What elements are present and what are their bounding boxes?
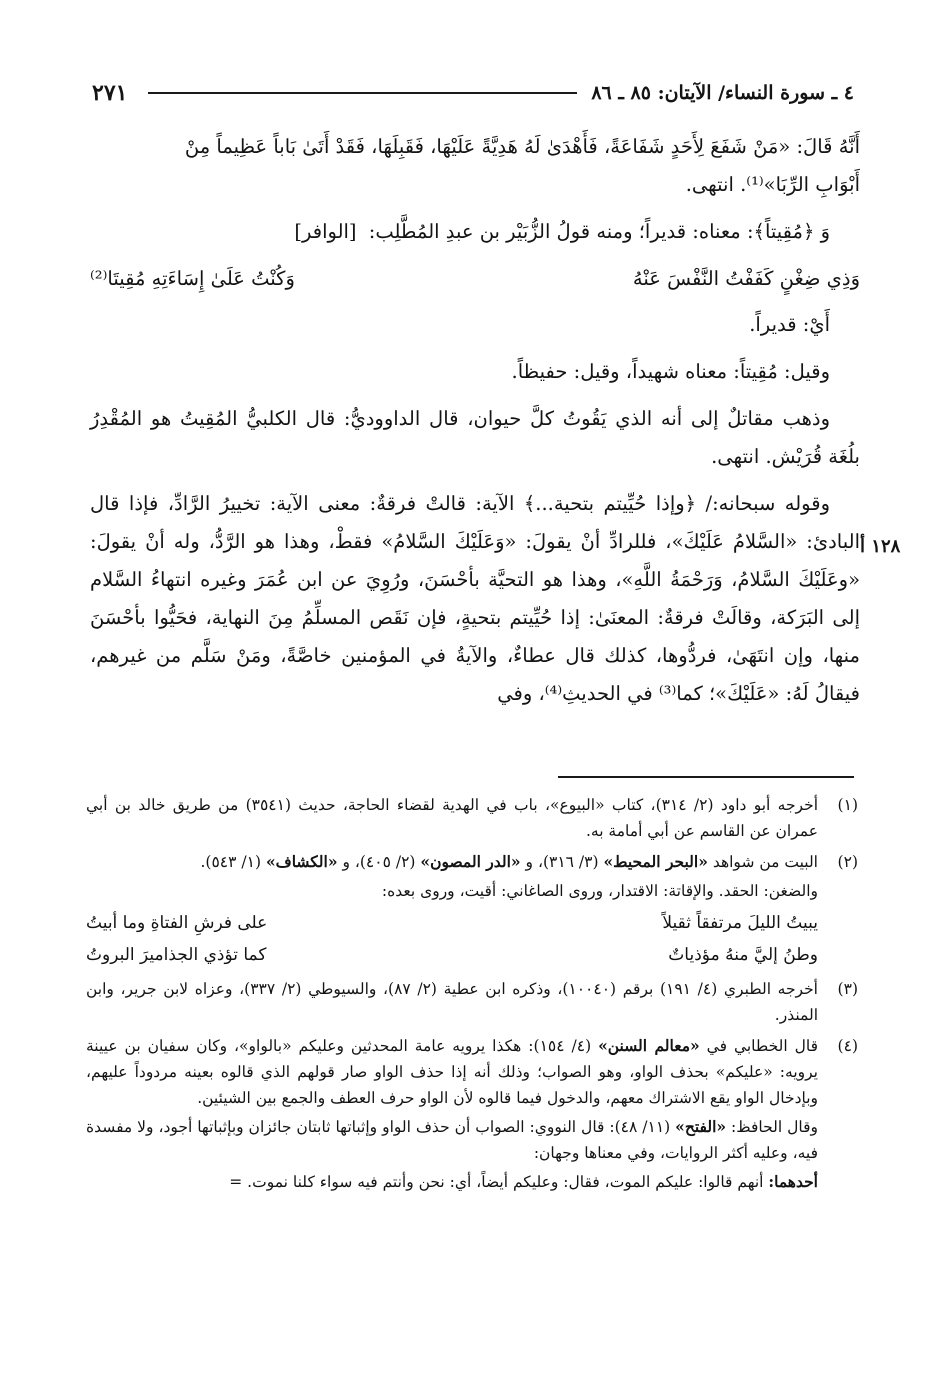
poem-verse (90, 260, 860, 298)
paragraph-muqit-text: وَ ﴿مُقِيتاً﴾: معناه: قديراً؛ ومنه قولُ الزُّبَيْر بن عبدِ المُطَّلِب: (368, 220, 830, 243)
fn2-prefix: البيت من شواهد (707, 853, 818, 871)
verse-hemistich-first: يبيتُ الليلَ مرتفقاً ثقيلاً (662, 913, 818, 933)
fn4-p3-lead: أحدهما: (768, 1172, 818, 1191)
footnote-number: (٢) (837, 853, 858, 871)
page-number: ٢٧١ (92, 80, 128, 106)
fn4-prefix: قال الخطابي في (699, 1037, 818, 1055)
verse-hemistich-second: وَكُنْتُ عَلَىٰ إِسَاءَتِهِ مُقِيتَا⁽²⁾ (90, 267, 295, 290)
source-title: «معالم السنن» (598, 1036, 700, 1055)
paragraph-tahiyya: وقوله سبحانه:/ ﴿وإذا حُيِّيتم بتحية...﴾ الآية: قالتْ فرقةٌ: معنى الآية: تخييرُ الرَّادِّ، فإذا قال البادئ: «السَّلامُ عَلَيْكَ»، فللرادِّ أنْ يقولَ: «وَعَلَيْكَ السَّلامُ» فقطْ، وهذا هو الرَّدُّ، وله أنْ يقولَ: «وعَلَيْكَ السَّلامُ، وَرَحْمَةُ اللَّهِ»، وهذا هو التحيَّة بأحْسَنَ، ورُوِيَ عن ابن عُمَرَ وغيره انتهاءُ السَّلام إلى البَرَكة، وقالَتْ فرقةٌ: المعنَىٰ: إذا حُيِّيتم بتحيةٍ، فإن نَقَص المسلِّمُ مِنَ النهاية، فحَيُّوا بأحْسَنَ منها، وإن انتَهَىٰ، فردُّوها، كذلك قال عطاءٌ، والآيةُ في المؤمنين خاصَّةً، ومَنْ سَلَّم من غيرهم، فيقالُ لَهُ: «عَلَيْكَ»؛ كما⁽³⁾ في الحديثِ⁽⁴⁾، وفي (90, 492, 860, 705)
footnote-3 (86, 976, 858, 1028)
fn4-p3-text: أنهم قالوا: عليكم الموت، فقال: وعليكم أيضاً، أي: نحن وأنتم فيه سواء كلنا نموت. = (229, 1173, 769, 1191)
source-title: «الكشاف» (265, 852, 338, 871)
footnote-body (86, 849, 818, 971)
source-title: «الدر المصون» (420, 852, 521, 871)
footnote-number: (٤) (837, 1037, 858, 1055)
poetic-meter: [الوافر] (294, 220, 357, 243)
verse-hemistich-second: على فرشِ الفتاةِ وما أبيتُ (86, 913, 268, 933)
footnote-body: أخرجه الطبري (٤/ ١٩١) برقم (١٠٠٤٠)، وذكره ابن عطية (٢/ ٨٧)، والسيوطي (٢/ ٣٣٧)، وعزاه لابن جرير، وابن المنذر. (86, 980, 818, 1024)
footnote-4-first-view (86, 1169, 818, 1195)
footnote-4-khattabi (86, 1033, 818, 1111)
footnote-verse-1 (86, 907, 818, 939)
footnote-2-gloss: والضغن: الحقد. والإقاتة: الاقتدار، وروى الصاغاني: أقيت، وروى بعده: (381, 882, 818, 900)
paragraph-hadith (90, 128, 860, 204)
paragraph-qadiran: أَيْ: قديراً. (749, 313, 830, 336)
chapter-title: ٤ ـ سورة النساء/ الآيتان: ٨٥ ـ ٨٦ (591, 82, 854, 104)
paragraph-muqit (90, 213, 860, 251)
fn4-text: (٤/ ١٥٤): هكذا يرويه عامة المحدثين وعليكم «بالواو»، وكان سفيان بن عيينة يرويه: «عليكم» بحذف الواو، وهو الصواب؛ وذلك أنه إذا حذف الواو صار قولهم الذي قالوه بعينه مردوداً عليهم، وبإدخال الواو يقع الاشتراك معهم، والدخول فيما قالوه لأن الواو حرف العطف والجمع بين الشيئين. (86, 1037, 818, 1107)
verse-hemistich-first: وطنُ إليَّ منهُ مؤذياتٌ (668, 945, 818, 965)
fn4-p2-text: (١١/ ٤٨): قال النووي: الصواب أن حذف الواو وإثباتها ثابتان جائزان وبإثباتها أجود، ولا مفسدة فيه، وعليه أكثر الروايات، وفي معناها وجهان: (86, 1118, 818, 1162)
manuscript-folio-marker: ١٢٨ أ (860, 536, 901, 557)
running-header (92, 76, 854, 110)
footnotes (86, 792, 858, 1203)
footnote-body: أخرجه أبو داود (٢/ ٣١٤)، كتاب «البيوع»، باب في الهدية لقضاء الحاجة، حديث (٣٥٤١) من طريق خالد بن أبي عمران عن القاسم عن أبي أمامة به. (86, 796, 818, 840)
main-text (90, 128, 860, 722)
paragraph-hadith-line-2: أَبْوَابِ الرِّبَا»⁽¹⁾. انتهى. (685, 173, 860, 196)
fn2-ref-2: (٢/ ٤٠٥)، و (337, 853, 421, 871)
footnote-4-hafiz (86, 1114, 818, 1166)
footnote-1 (86, 792, 858, 844)
footnote-body (86, 1033, 818, 1198)
fn2-ref-3: (١/ ٥٤٣). (200, 853, 266, 871)
footnote-2 (86, 849, 858, 971)
paragraph-hadith-line-1: أَنَّهُ قَالَ: «مَنْ شَفَعَ لِأَحَدٍ شَفَاعَةً، فَأَهْدَىٰ لَهُ هَدِيَّةً عَلَيْهَا، فَقَبِلَهَا، فَقَدْ أَتَىٰ بَاباً عَظِيماً مِنْ (184, 135, 860, 158)
verse-hemistich-first: وَذِي ضِغْنٍ كَفَفْتُ النَّفْسَ عَنْهُ (632, 267, 860, 290)
source-title: «الفتح» (675, 1117, 727, 1136)
footnote-verse-2 (86, 939, 818, 971)
fn2-ref-1: (٣/ ٣١٦)، و (520, 853, 604, 871)
paragraph-qila: وقيل: مُقِيتاً: معناه شهيداً، وقيل: حفيظاً. (511, 360, 830, 383)
footnote-separator (558, 776, 854, 778)
footnote-number: (١) (837, 796, 858, 814)
fn4-p2-prefix: وقال الحافظ: (726, 1118, 818, 1136)
footnote-4 (86, 1033, 858, 1198)
footnote-2-sources (86, 849, 818, 875)
header-rule (148, 92, 577, 94)
source-title: «البحر المحيط» (603, 852, 708, 871)
paragraph-muqatil: وذهب مقاتلٌ إلى أنه الذي يَقُوتُ كلَّ حيوان، قال الداووديُّ: قال الكلبيُّ المُقِيتُ هو المُقْدِرُ بلُغَة قُرَيْش. انتهى. (90, 407, 860, 468)
verse-hemistich-second: كما تؤذي الجذاميرَ البروتُ (86, 945, 267, 965)
footnote-number: (٣) (837, 980, 858, 998)
